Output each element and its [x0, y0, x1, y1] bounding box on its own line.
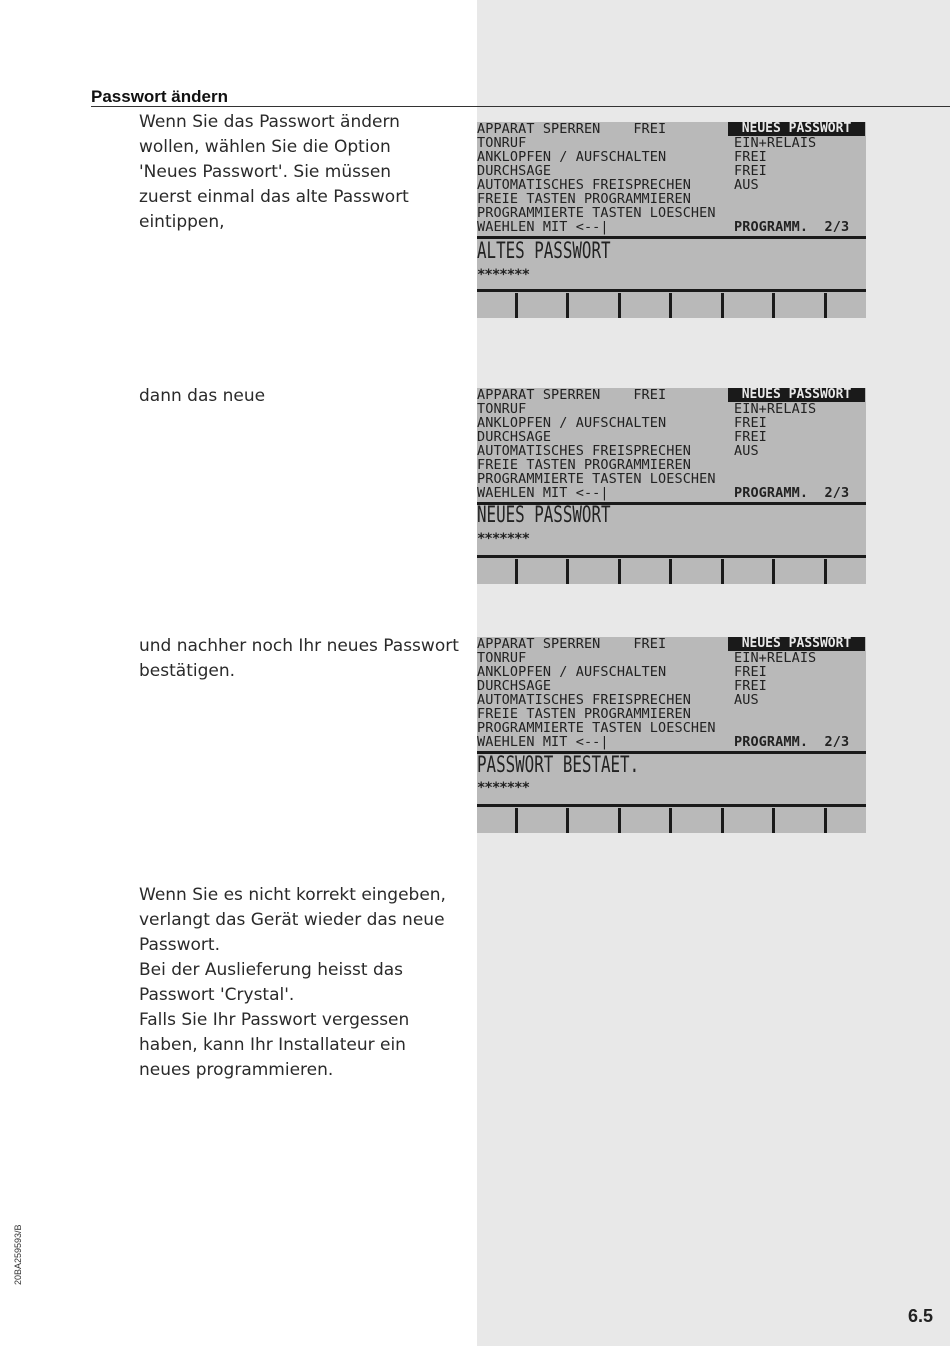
- menu-row: PROGRAMMIERTE TASTEN LOESCHEN: [477, 720, 716, 736]
- softkey-separator: [772, 559, 775, 584]
- paragraph-line: haben, kann Ihr Installateur ein: [139, 1035, 406, 1055]
- menu-highlight-neues-passwort: NEUES PASSWORT: [728, 637, 865, 651]
- menu-row: WAEHLEN MIT <--| PROGRAMM. 2/3: [477, 485, 850, 501]
- document-code: 20BA259593/B: [13, 1224, 23, 1285]
- menu-row: DURCHSAGE FREI: [477, 429, 767, 445]
- menu-row: PROGRAMMIERTE TASTEN LOESCHEN: [477, 471, 716, 487]
- paragraph-line: Wenn Sie das Passwort ändern: [139, 112, 400, 132]
- softkey-separator: [515, 293, 518, 318]
- paragraph-line: dann das neue: [139, 386, 266, 406]
- divider: [477, 804, 866, 807]
- password-field: *******: [477, 531, 530, 547]
- softkey-separator: [824, 808, 827, 833]
- prompt-label: NEUES PASSWORT: [477, 503, 611, 528]
- softkey-row: [477, 559, 866, 584]
- paragraph-line: wollen, wählen Sie die Option: [139, 137, 391, 157]
- divider: [477, 555, 866, 558]
- menu-row: APPARAT SPERREN FREI: [477, 388, 667, 403]
- softkey-row: [477, 808, 866, 833]
- paragraph-line: Bei der Auslieferung heisst das: [139, 960, 404, 980]
- lcd-screen-new-password: [477, 388, 866, 584]
- softkey-separator: [618, 293, 621, 318]
- softkey-separator: [566, 559, 569, 584]
- menu-row: TONRUF EIN+RELAIS: [477, 650, 817, 666]
- paragraph-line: Wenn Sie es nicht korrekt eingeben,: [139, 885, 446, 905]
- softkey-row: [477, 293, 866, 318]
- paragraph-line: verlangt das Gerät wieder das neue: [139, 910, 445, 930]
- menu-row: ANKLOPFEN / AUFSCHALTEN FREI: [477, 415, 767, 431]
- softkey-separator: [618, 808, 621, 833]
- softkey-separator: [566, 808, 569, 833]
- lcd-screen-old-password: [477, 122, 866, 318]
- softkey-separator: [772, 808, 775, 833]
- divider: [477, 289, 866, 292]
- menu-row: DURCHSAGE FREI: [477, 163, 767, 179]
- softkey-separator: [721, 293, 724, 318]
- paragraph-3: [139, 634, 469, 684]
- softkey-separator: [618, 559, 621, 584]
- menu-row: AUTOMATISCHES FREISPRECHEN AUS: [477, 443, 759, 459]
- paragraph-4: [139, 883, 469, 1083]
- softkey-separator: [515, 559, 518, 584]
- menu-row: TONRUF EIN+RELAIS: [477, 135, 817, 151]
- prompt-label: PASSWORT BESTAET.: [477, 753, 640, 778]
- menu-row: ANKLOPFEN / AUFSCHALTEN FREI: [477, 149, 767, 165]
- paragraph-line: Falls Sie Ihr Passwort vergessen: [139, 1010, 410, 1030]
- menu-row: TONRUF EIN+RELAIS: [477, 401, 817, 417]
- softkey-separator: [566, 293, 569, 318]
- menu-row: PROGRAMMIERTE TASTEN LOESCHEN: [477, 205, 716, 221]
- password-field: *******: [477, 267, 530, 283]
- menu-row: AUTOMATISCHES FREISPRECHEN AUS: [477, 177, 759, 193]
- softkey-separator: [721, 808, 724, 833]
- softkey-separator: [824, 293, 827, 318]
- paragraph-line: und nachher noch Ihr neues Passwort: [139, 636, 459, 656]
- paragraph-line: bestätigen.: [139, 661, 236, 681]
- softkey-separator: [669, 808, 672, 833]
- menu-highlight-neues-passwort: NEUES PASSWORT: [728, 122, 865, 136]
- menu-row: FREIE TASTEN PROGRAMMIEREN: [477, 457, 691, 473]
- paragraph-2: [139, 384, 469, 409]
- paragraph-line: neues programmieren.: [139, 1060, 334, 1080]
- paragraph-line: zuerst einmal das alte Passwort: [139, 187, 409, 207]
- menu-row: WAEHLEN MIT <--| PROGRAMM. 2/3: [477, 734, 850, 750]
- menu-highlight-neues-passwort: NEUES PASSWORT: [728, 388, 865, 402]
- menu-row: ANKLOPFEN / AUFSCHALTEN FREI: [477, 664, 767, 680]
- menu-row: AUTOMATISCHES FREISPRECHEN AUS: [477, 692, 759, 708]
- paragraph-line: 'Neues Passwort'. Sie müssen: [139, 162, 392, 182]
- paragraph-line: Passwort 'Crystal'.: [139, 985, 295, 1005]
- softkey-separator: [824, 559, 827, 584]
- paragraph-line: Passwort.: [139, 935, 220, 955]
- page-number: 6.5: [907, 1306, 933, 1326]
- softkey-separator: [772, 293, 775, 318]
- menu-row: FREIE TASTEN PROGRAMMIEREN: [477, 191, 691, 207]
- menu-row: APPARAT SPERREN FREI: [477, 122, 667, 137]
- menu-row: FREIE TASTEN PROGRAMMIEREN: [477, 706, 691, 722]
- softkey-separator: [721, 559, 724, 584]
- menu-row: WAEHLEN MIT <--| PROGRAMM. 2/3: [477, 219, 850, 235]
- softkey-separator: [669, 293, 672, 318]
- section-title: Passwort ändern: [91, 87, 228, 106]
- menu-row: APPARAT SPERREN FREI: [477, 637, 667, 652]
- softkey-separator: [515, 808, 518, 833]
- paragraph-line: eintippen,: [139, 212, 225, 232]
- password-field: *******: [477, 780, 530, 796]
- menu-row: DURCHSAGE FREI: [477, 678, 767, 694]
- prompt-label: ALTES PASSWORT: [477, 239, 611, 264]
- softkey-separator: [669, 559, 672, 584]
- lcd-screen-confirm-password: [477, 637, 866, 833]
- paragraph-1: [139, 110, 469, 235]
- title-rule: [91, 106, 950, 107]
